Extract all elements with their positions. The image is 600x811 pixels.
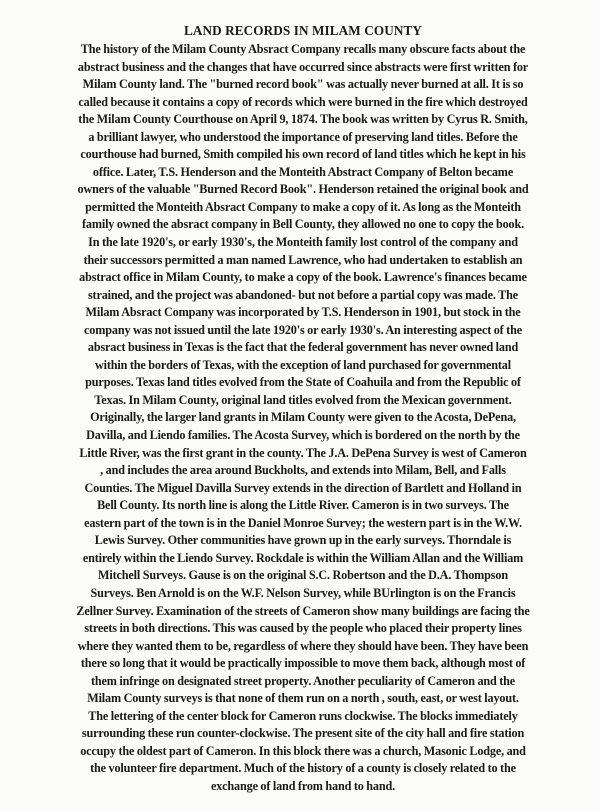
body-text-line: , and includes the area around Buckholts, and extends into Milam, Bell, and Falls — [100, 463, 506, 478]
body-text-line: Milam Absract Company was incorporated by T.S. Henderson in 1901, but stock in the — [85, 305, 521, 320]
body-text-line: Milam County land. The "burned record book" was actually never burned at all. It is so — [82, 77, 524, 92]
body-text-line: exchange of land from hand to hand. — [210, 778, 396, 793]
body-text-line: purposes. Texas land titles evolved from the State of Coahuila and from the Republic of — [85, 375, 521, 390]
body-text-line: them infringe on designated street property. Another peculiarity of Cameron and the — [90, 673, 516, 688]
body-text-line: abstract office in Milam County, to make a copy of the book. Lawrence's finances became — [79, 270, 527, 285]
body-text-line: entirely within the Liendo Survey. Rockdale is within the William Allan and the William — [82, 550, 524, 565]
body-text-line: The history of the Milam County Absract Company recalls many obscure facts about the — [80, 42, 526, 56]
body-text-line: where they wanted them to be, regardless of where they should have been. They have been — [77, 638, 529, 653]
body-text-line: occupy the oldest part of Cameron. In this block there was a church, Masonic Lodge, and — [80, 743, 526, 758]
body-text-line: Milam County surveys is that none of them run on a north , south, east, or west layout. — [87, 691, 519, 706]
body-text-line: called because it contains a copy of records which were burned in the fire which destroyed — [78, 94, 528, 109]
body-text-line: company was not issued until the late 1920's or early 1930's. An interesting aspect of the — [84, 322, 522, 337]
body-text-line: within the borders of Texas, with the exception of land purchased for governmental — [95, 357, 511, 372]
body-text-line: the Milam County Courthouse on April 9, 1874. The book was written by Cyrus R. Smith, — [78, 112, 528, 127]
body-text-line: Originally, the larger land grants in Milam County were given to the Acosta, DePena, — [90, 410, 516, 425]
body-text-line: family owned the absract company in Bell County, they allowed no one to copy the book. — [81, 217, 525, 232]
body-text-line: there so long that it would be practically impossible to move them back, although most of — [80, 656, 526, 671]
body-text-line: strained, and the project was abandoned- but not before a partial copy was made. The — [87, 287, 519, 302]
body-text-line: surrounding these run counter-clockwise. The present site of the city hall and fire station — [81, 726, 525, 741]
body-text-line: permitted the Monteith Absract Company to make a copy of it. As long as the Monteith — [85, 199, 521, 214]
body-text-line: the volunteer fire department. Much of the history of a county is closely related to the — [90, 761, 516, 776]
body-text-line: Mitchell Surveys. Gause is on the original S.C. Robertson and the D.A. Thompson — [98, 568, 508, 583]
body-text-line: Little River, was the first grant in the county. The J.A. DePena Survey is west of Cameron — [79, 445, 527, 460]
document-title: LAND RECORDS IN MILAM COUNTY — [184, 23, 422, 38]
body-text-line: Counties. The Miguel Davilla Survey extends in the direction of Bartlett and Holland in — [84, 480, 522, 495]
body-text-line: courthouse had burned, Smith compiled his own record of land titles which he kept in his — [80, 147, 526, 162]
document-body — [30, 41, 576, 796]
body-text-line: Zellner Survey. Examination of the streets of Cameron show many buildings are facing the — [76, 603, 530, 618]
body-text-line: abstract business and the changes that have occurred since abstracts were first written for — [77, 59, 529, 74]
body-text-line: eastern part of the town is in the Daniel Monroe Survey; the western part is in the W.W. — [84, 515, 522, 530]
body-text-line: their successors permitted a man named Lawrence, who had undertaken to establish an — [83, 252, 523, 267]
body-text-line: absract business in Texas is the fact that the federal government has never owned land — [87, 340, 519, 355]
body-text-line: Texas. In Milam County, original land titles evolved from the Mexican government. — [94, 392, 512, 407]
body-text-line: Lewis Survey. Other communities have grown up in the early surveys. Thorndale is — [94, 533, 512, 548]
body-text-line: Davilla, and Liendo families. The Acosta Survey, which is bordered on the north by the — [86, 428, 520, 443]
body-text-line: office. Later, T.S. Henderson and the Monteith Abstract Company of Belton became — [92, 164, 514, 179]
body-text-line: streets in both directions. This was caused by the people who placed their property lines — [84, 621, 522, 636]
body-text-line: a brilliant lawyer, who understood the importance of preserving land titles. Before the — [88, 129, 518, 144]
body-text-line: Surveys. Ben Arnold is on the W.F. Nelson Survey, while BUrlington is on the Francis — [90, 585, 516, 600]
body-text-line: In the late 1920's, or early 1930's, the Monteith family lost control of the company and — [88, 235, 518, 250]
body-text-line: Bell County. Its north line is along the Little River. Cameron is in two surveys. The — [97, 498, 509, 513]
body-text-line: The lettering of the center block for Cameron runs clockwise. The blocks immediately — [88, 708, 518, 723]
body-text-line: owners of the valuable "Burned Record Book". Henderson retained the original book and — [77, 182, 529, 197]
